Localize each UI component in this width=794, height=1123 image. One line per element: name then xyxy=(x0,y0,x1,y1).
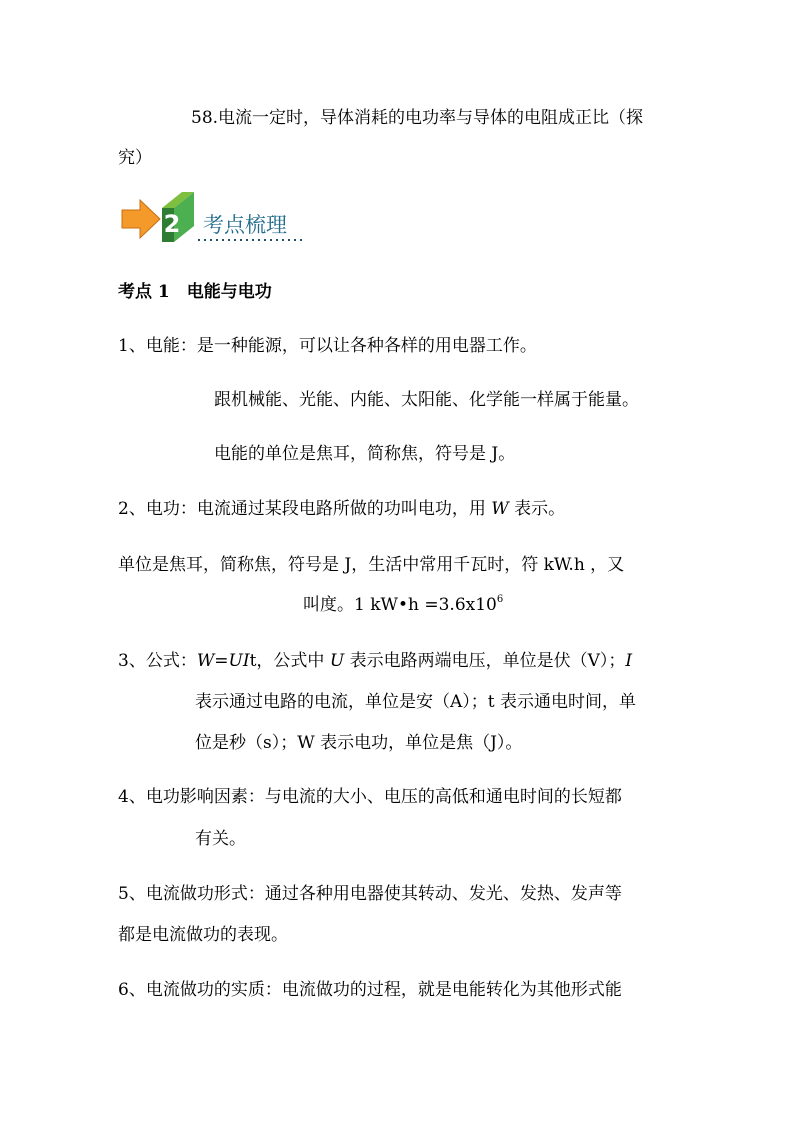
item2-var-w: W xyxy=(491,499,509,519)
intro-line-1: 58.电流一定时，导体消耗的电功率与导体的电阻成正比（探 xyxy=(191,108,644,128)
item4-line-2: 有关。 xyxy=(195,829,246,849)
item2-line-1 xyxy=(118,497,565,521)
item3-prefix: 3、公式： xyxy=(118,651,197,671)
item6-line-1: 6、电流做功的实质：电流做功的过程，就是电能转化为其他形式能 xyxy=(118,980,622,1000)
item2-line-3-base: 叫度。1 kW•h =3.6x10 xyxy=(303,595,497,615)
badge-icon xyxy=(162,192,194,242)
item2-line-2: 单位是焦耳，简称焦，符号是 J，生活中常用千瓦时，符 kW.h ，又 xyxy=(118,555,625,575)
item2-text-a: 2、电功：电流通过某段电路所做的功叫电功，用 xyxy=(118,499,492,519)
item3-line-3: 位是秒（s）；W 表示电功，单位是焦（J）。 xyxy=(195,733,523,753)
item5-line-2: 都是电流做功的表现。 xyxy=(118,925,288,945)
item1-line-1: 1、电能：是一种能源，可以让各种各样的用电器工作。 xyxy=(118,336,537,356)
item3-rest-b: 表示电路两端电压，单位是伏（V）； xyxy=(344,651,626,671)
item3-var-u: U xyxy=(329,651,345,671)
section-title: 考点梳理 xyxy=(203,213,287,237)
item1-line-3: 电能的单位是焦耳，简称焦，符号是 J。 xyxy=(214,444,516,464)
topic-heading: 考点 1 电能与电功 xyxy=(118,282,272,302)
item3-line-2: 表示通过电路的电流，单位是安（A）；t 表示通电时间，单 xyxy=(195,692,637,712)
item2-text-b: 表示。 xyxy=(508,499,566,519)
badge-number: 2 xyxy=(163,210,181,238)
item5-line-1: 5、电流做功形式：通过各种用电器使其转动、发光、发热、发声等 xyxy=(118,884,622,904)
intro-line-2: 究） xyxy=(118,148,152,168)
item4-line-1: 4、电功影响因素：与电流的大小、电压的高低和通电时间的长短都 xyxy=(118,787,622,807)
item3-formula: W=UI xyxy=(196,651,250,671)
item1-line-2: 跟机械能、光能、内能、太阳能、化学能一样属于能量。 xyxy=(214,390,639,410)
item2-line-3-exponent: 6 xyxy=(496,594,504,605)
item3-line-1 xyxy=(118,649,632,673)
orange-arrow-icon xyxy=(122,200,160,238)
item3-var-i: I xyxy=(625,651,633,671)
item3-rest-a: t，公式中 xyxy=(249,651,330,671)
item2-line-3 xyxy=(303,593,503,617)
